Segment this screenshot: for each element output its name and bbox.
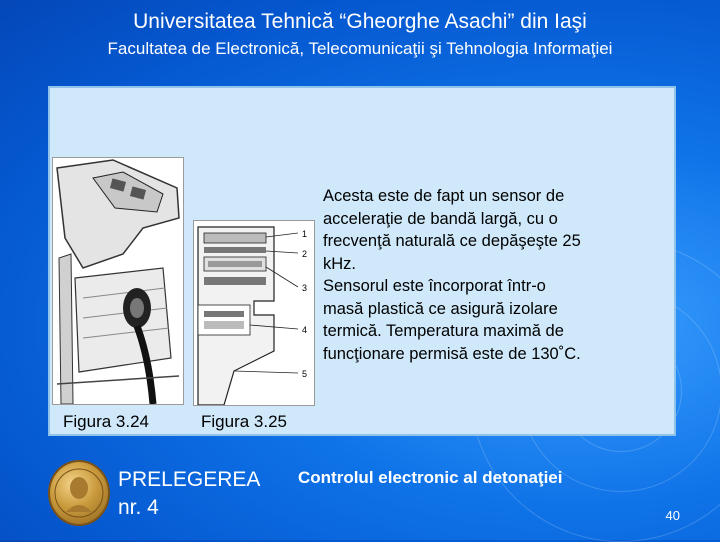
figure-3-24-image <box>52 157 184 405</box>
figure-3-25-caption: Figura 3.25 <box>201 412 287 431</box>
sensor-description <box>323 185 663 365</box>
lecture-label: PRELEGEREA <box>118 468 261 491</box>
figure-3-24-caption: Figura 3.24 <box>63 412 149 431</box>
lecture-number <box>118 466 260 522</box>
description-line: termică. Temperatura maximă de <box>323 322 564 340</box>
figure-label-2: 2 <box>302 249 308 259</box>
figure-label-4: 4 <box>302 325 308 335</box>
page-number: 40 <box>665 508 680 523</box>
description-line: frecvenţă naturală ce depăşeşte 25 <box>323 232 581 250</box>
description-line: kHz. <box>323 254 356 273</box>
university-medal-logo <box>48 460 110 526</box>
lecture-topic: Controlul electronic al detonaţiei <box>298 468 563 487</box>
description-line: masă plastică ce asigură izolare <box>323 299 558 318</box>
figure-label-5: 5 <box>302 369 308 379</box>
lecture-index: nr. 4 <box>118 496 159 519</box>
description-line: acceleraţie de bandă largă, cu o <box>323 209 558 228</box>
description-line: funcţionare permisă este de 130˚C. <box>323 344 581 363</box>
description-line: Sensorul este încorporat într-o <box>323 277 546 295</box>
faculty-subtitle: Facultatea de Electronică, Telecomunicaţii şi Tehnologia Informaţiei <box>107 39 613 58</box>
figure-3-25-image <box>193 220 315 406</box>
figure-label-3: 3 <box>302 283 308 293</box>
description-line: Acesta este de fapt un sensor de <box>323 187 565 205</box>
university-title: Universitatea Tehnică “Gheorghe Asachi” din Iaşi <box>133 10 587 33</box>
figure-label-1: 1 <box>302 229 308 239</box>
